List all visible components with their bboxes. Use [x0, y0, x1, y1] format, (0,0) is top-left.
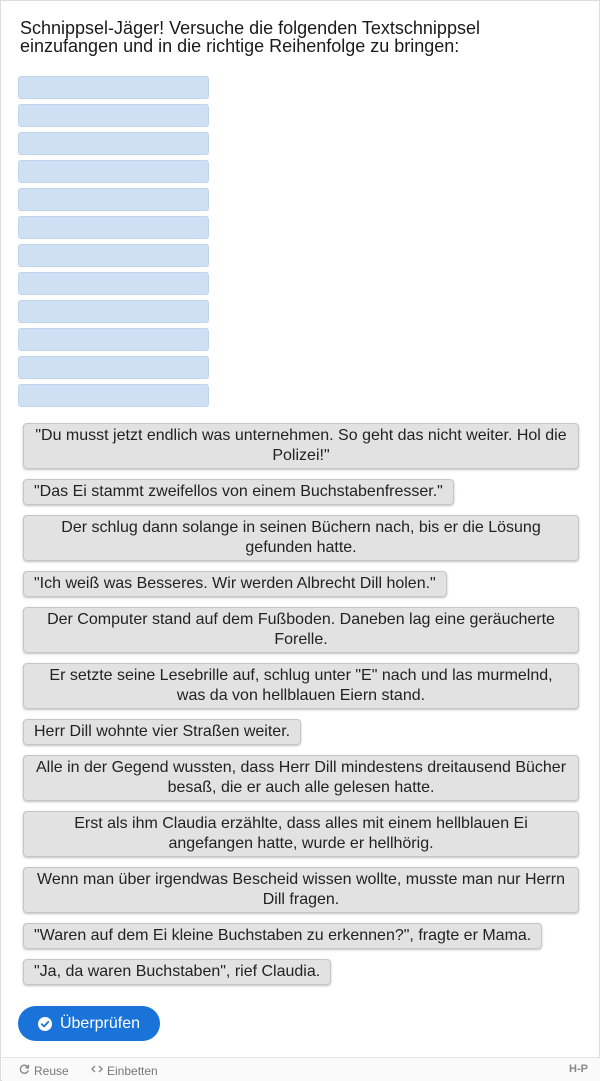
- check-answer-label: Überprüfen: [59, 1014, 141, 1032]
- dropzone-4[interactable]: [18, 160, 209, 183]
- draggable-snippet[interactable]: [23, 811, 579, 857]
- draggable-snippet[interactable]: [23, 515, 579, 561]
- draggable-snippet[interactable]: [23, 571, 447, 597]
- dropzone-9[interactable]: [18, 300, 209, 323]
- draggable-snippet[interactable]: [23, 423, 579, 469]
- check-answer-button[interactable]: [18, 1006, 160, 1041]
- h5p-logo[interactable]: H-P: [569, 1063, 588, 1075]
- reuse-label: Reuse: [34, 1063, 69, 1078]
- dropzone-8[interactable]: [18, 272, 209, 295]
- dropzone-10[interactable]: [18, 328, 209, 351]
- reuse-button[interactable]: [18, 1063, 69, 1078]
- snippet-text: "Ich weiß was Besseres. Wir werden Albrecht Dill holen.": [34, 575, 436, 592]
- snippet-text: Er setzte seine Lesebrille auf, schlug unter "E" nach und las murmelnd, was da von hellblauen Eiern stand.: [49, 667, 553, 704]
- draggable-snippet[interactable]: [23, 607, 579, 653]
- dropzone-12[interactable]: [18, 384, 209, 407]
- check-circle-icon: [38, 1017, 52, 1031]
- task-description: Schnippsel-Jäger! Versuche die folgenden Textschnippsel einzufangen und in die richtige Reihenfolge zu bringen:: [20, 18, 480, 56]
- dropzone-5[interactable]: [18, 188, 209, 211]
- code-icon: [91, 1063, 103, 1078]
- snippet-text: Erst als ihm Claudia erzählte, dass alles mit einem hellblauen Ei angefangen hatte, wurde er hellhörig.: [74, 815, 528, 852]
- draggable-snippet[interactable]: [23, 479, 454, 505]
- dropzone-6[interactable]: [18, 216, 209, 239]
- snippet-text: Der Computer stand auf dem Fußboden. Daneben lag eine geräucherte Forelle.: [47, 611, 555, 648]
- reuse-icon: [18, 1063, 30, 1078]
- dropzone-3[interactable]: [18, 132, 209, 155]
- draggable-snippet[interactable]: [23, 719, 301, 745]
- draggable-snippet[interactable]: [23, 663, 579, 709]
- dropzone-1[interactable]: [18, 76, 209, 99]
- dropzone-11[interactable]: [18, 356, 209, 379]
- h5p-footer: [2, 1057, 600, 1081]
- draggable-snippet[interactable]: [23, 923, 542, 949]
- snippet-text: "Waren auf dem Ei kleine Buchstaben zu erkennen?", fragte er Mama.: [34, 927, 532, 944]
- dropzone-2[interactable]: [18, 104, 209, 127]
- snippet-text: "Du musst jetzt endlich was unternehmen. So geht das nicht weiter. Hol die Polizei!": [35, 427, 567, 464]
- draggable-snippet[interactable]: [23, 755, 579, 801]
- snippet-text: Herr Dill wohnte vier Straßen weiter.: [34, 723, 291, 740]
- dropzone-list: [18, 76, 209, 412]
- snippet-text: Der schlug dann solange in seinen Büchern nach, bis er die Lösung gefunden hatte.: [61, 519, 541, 556]
- snippet-text: Alle in der Gegend wussten, dass Herr Dill mindestens dreitausend Bücher besaß, die er auch alle gelesen hatte.: [35, 759, 567, 796]
- dropzone-7[interactable]: [18, 244, 209, 267]
- draggable-snippet[interactable]: [23, 867, 579, 913]
- snippet-text: "Ja, da waren Buchstaben", rief Claudia.: [34, 963, 321, 980]
- embed-button[interactable]: [91, 1063, 158, 1078]
- embed-label: Einbetten: [107, 1063, 158, 1078]
- snippet-text: Wenn man über irgendwas Bescheid wissen wollte, musste man nur Herrn Dill fragen.: [37, 871, 565, 908]
- draggable-snippet[interactable]: [23, 959, 331, 985]
- snippet-text: "Das Ei stammt zweifellos von einem Buchstabenfresser.": [34, 483, 443, 500]
